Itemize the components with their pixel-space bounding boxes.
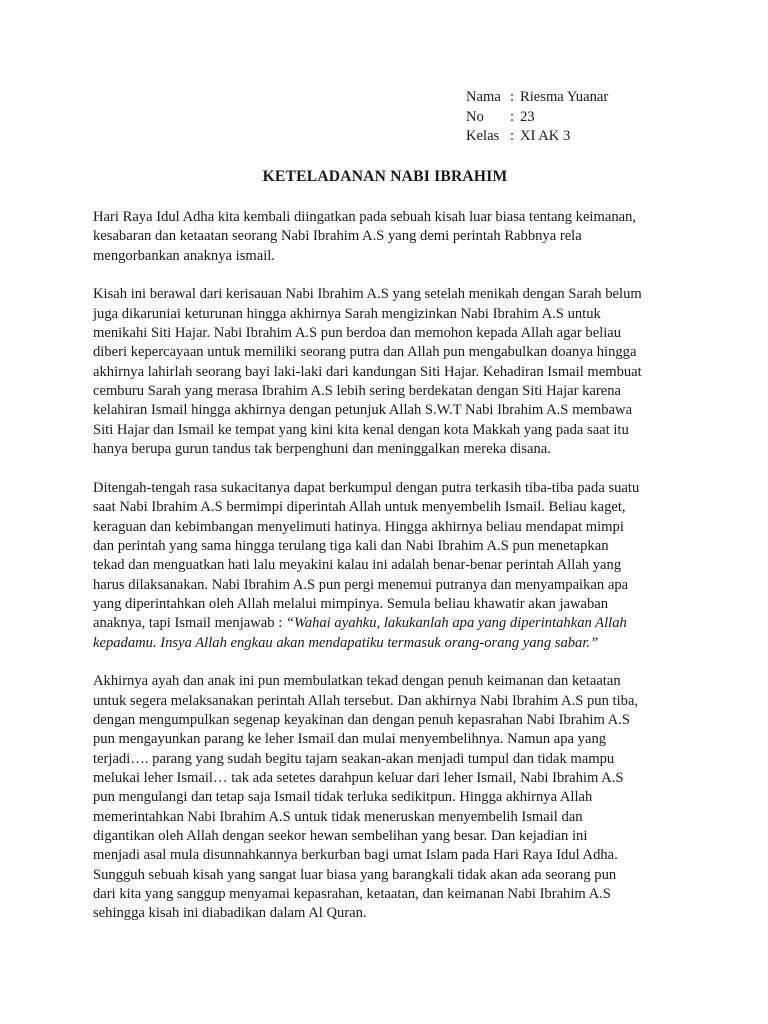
text-line: untuk segera melaksanakan perintah Allah tersebut. Dan akhirnya Nabi Ibrahim A.S pun tiba, [93,692,639,709]
text-line: menikahi Siti Hajar. Nabi Ibrahim A.S pun berdoa dan memohon kepada Allah agar beliau [93,325,622,342]
text-line: kelahiran Ismail hingga akhirnya dengan petunjuk Allah S.W.T Nabi Ibrahim A.S membawa [93,402,633,419]
name-colon: : [510,89,515,105]
text-line: hanya berupa gurun tandus tak berpenghuni dan meninggalkan mereka disana. [93,441,551,458]
text-line: diberi kepercayaan untuk memiliki seorang putra dan Allah pun mengabulkan doanya hingga [93,344,637,361]
text-line: Kisah ini berawal dari kerisauan Nabi Ibrahim A.S yang setelah menikah dengan Sarah belum [93,286,642,303]
ismail-quote-part-1: “Wahai ayahku, lakukanlah apa yang diperintahkan Allah [285,615,627,632]
text-line: dan perintah yang sama hingga terulang tiga kali dan Nabi Ibrahim A.S pun menetapkan [93,537,609,554]
name-value: Riesma Yuanar [520,89,609,105]
text-line: menjadi asal mula disunnahkannya berkurban bagi umat Islam pada Hari Raya Idul Adha. [93,847,618,864]
number-row [466,108,608,128]
paragraph-3 [93,479,683,653]
text-line: akhirnya lahirlah seorang bayi laki-laki dari kandungan Siti Hajar. Kehadiran Ismail membuat [93,363,642,380]
text-line: pun mengulangi dan tetap saja Ismail tidak terluka sedikitpun. Hingga akhirnya Allah [93,789,593,806]
text-line: keraguan dan kebimbangan menyelimuti hatinya. Hingga akhirnya beliau mendapat mimpi [93,518,624,535]
text-line: pun mengayunkan parang ke leher Ismail dan mulai menyembelihnya. Namun apa yang [93,731,607,748]
document-title: KETELADANAN NABI IBRAHIM [262,168,508,185]
text-line: dari kita yang sanggup menyamai kepasrahan, ketaatan, dan keimanan Nabi Ibrahim A.S [93,886,611,903]
text-line: harus dilaksanakan. Nabi Ibrahim A.S pun pergi menemui putranya dan menyampaikan apa [93,576,629,593]
text-line: mengorbankan anaknya ismail. [93,247,275,264]
text-line: memerintahkan Nabi Ibrahim A.S untuk tidak meneruskan menyembelih Ismail dan [93,808,583,825]
name-label: Nama [466,89,501,105]
ismail-quote-part-2: kepadamu. Insya Allah engkau akan mendapatiku termasuk orang-orang yang sabar.” [93,634,599,651]
student-identity-block [466,88,608,147]
paragraph-4 [93,672,683,923]
text-line: cemburu Sarah yang merasa Ibrahim A.S lebih sering berdekatan dengan Siti Hajar karena [93,383,622,400]
class-value: XI AK 3 [520,128,571,144]
text-line: Hari Raya Idul Adha kita kembali diingatkan pada sebuah kisah luar biasa tentang keimanan, [93,209,637,225]
text-line: sehingga kisah ini diabadikan dalam Al Quran. [93,905,367,922]
class-label: Kelas [466,128,500,144]
text-line: yang diperintahkan oleh Allah melalui mimpinya. Semula beliau khawatir akan jawaban [93,595,609,612]
text-line: saat Nabi Ibrahim A.S bermimpi diperintah Allah untuk menyembelih Ismail. Beliau kaget, [93,499,626,516]
text-line: melukai leher Ismail… tak ada setetes darahpun keluar dari leher Ismail, Nabi Ibrahim A.S [93,769,624,786]
quote-prefix: anaknya, tapi Ismail menjawab : [93,615,286,632]
text-line: Ditengah-tengah rasa sukacitanya dapat berkumpul dengan putra terkasih tiba-tiba pada suatu [93,479,640,496]
paragraph-1 [93,208,683,266]
number-colon: : [510,108,515,125]
text-line: kesabaran dan ketaatan seorang Nabi Ibrahim A.S yang demi perintah Rabbnya rela [93,228,582,245]
text-line: dengan mengumpulkan segenap keyakinan dan dengan penuh kepasrahan Nabi Ibrahim A.S [93,711,630,728]
text-line: Akhirnya ayah dan anak ini pun membulatkan tekad dengan penuh keimanan dan ketaatan [93,673,621,690]
number-value: 23 [520,108,535,125]
number-label: No [466,108,484,125]
document-body [93,208,683,943]
text-line: tekad dan menguatkan hati lalu meyakini kalau ini adalah benar-benar perintah Allah yang [93,557,622,574]
text-line: digantikan oleh Allah dengan seekor hewan sembelihan yang besar. Dan kejadian ini [93,828,588,844]
text-line: juga dikaruniai keturunan hingga akhirnya Sarah mengizinkan Nabi Ibrahim A.S untuk [93,305,601,322]
text-line: Siti Hajar dan Ismail ke tempat yang kini kita kenal dengan kota Makkah yang pada saat itu [93,421,629,438]
name-row [466,88,608,108]
class-row [466,127,608,147]
paragraph-2 [93,285,683,459]
text-line-with-quote [93,614,683,633]
text-line: Sungguh sebuah kisah yang sangat luar biasa yang barangkali tidak akan ada seorang pun [93,866,617,883]
class-colon: : [510,128,515,144]
text-line: terjadi…. parang yang sudah begitu tajam seakan-akan menjadi tumpul dan tidak mampu [93,750,615,767]
